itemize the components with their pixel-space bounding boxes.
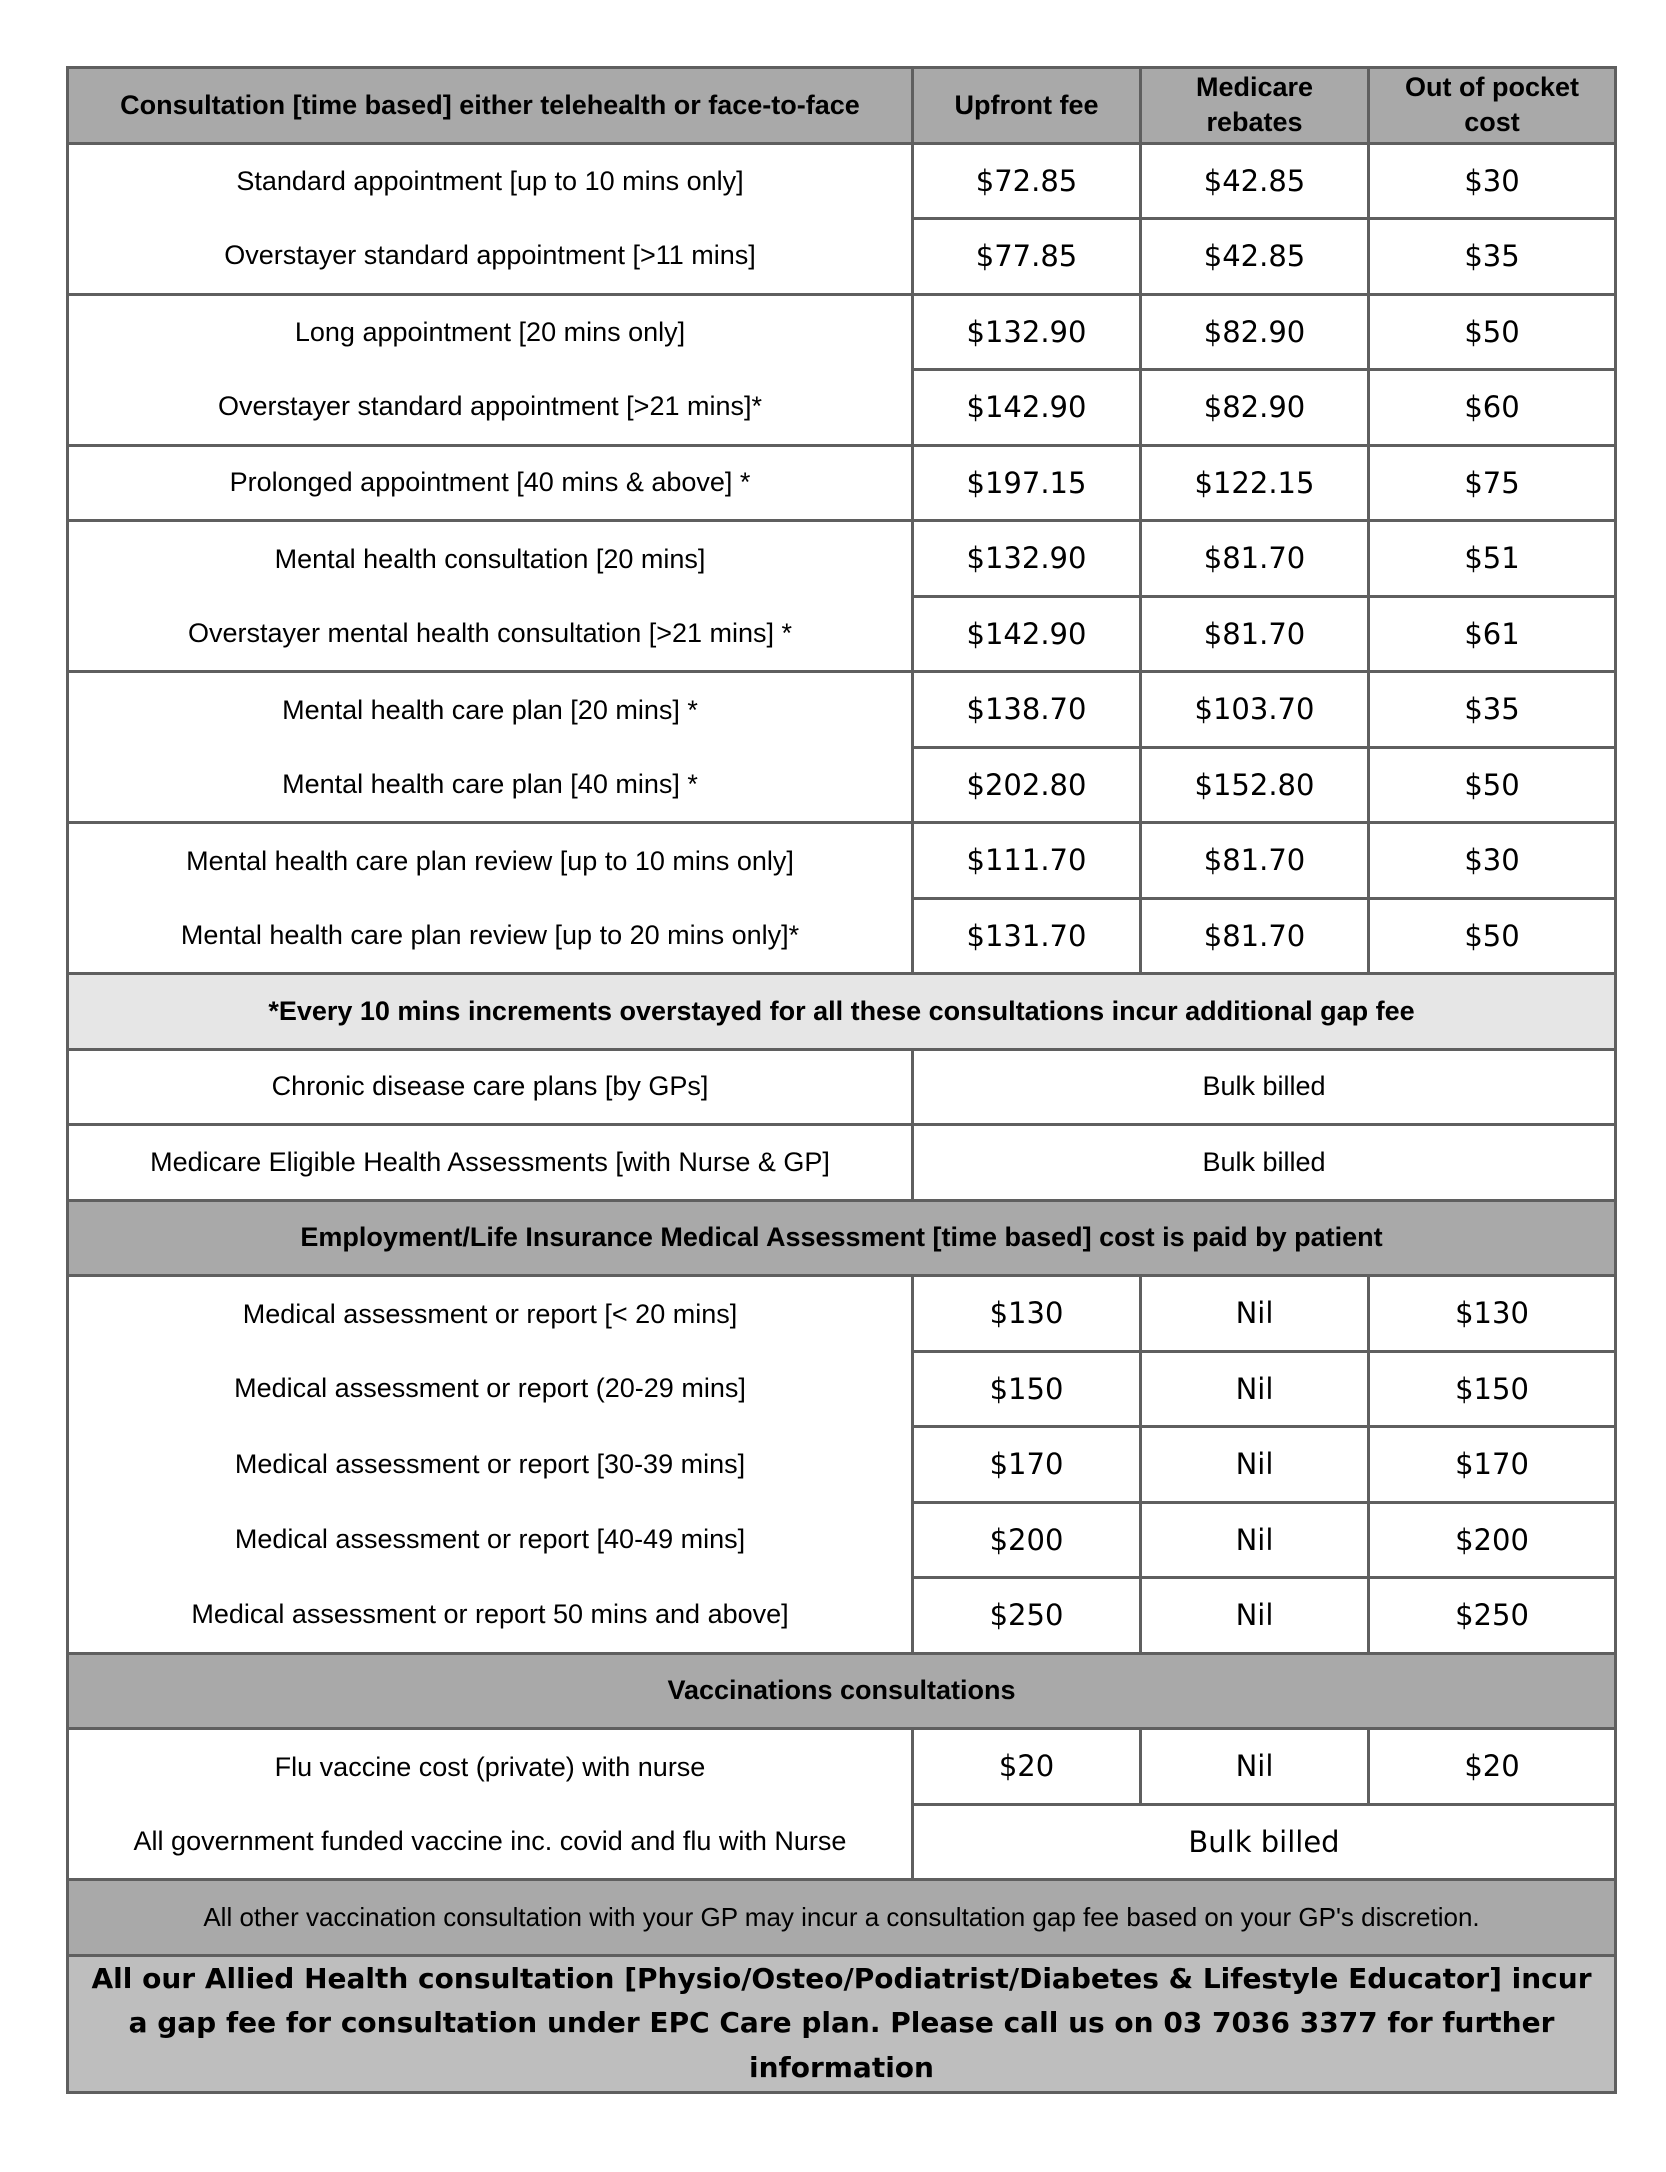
- consultation-name: Mental health care plan review [up to 20 mins only]*: [68, 898, 913, 974]
- consultation-name: Prolonged appointment [40 mins & above] *: [68, 445, 913, 521]
- table-row: [68, 445, 1616, 521]
- upfront-fee: $111.70: [913, 823, 1141, 899]
- upfront-fee: $200: [913, 1502, 1141, 1578]
- table-row: [68, 1427, 1616, 1503]
- employment-section-header: Employment/Life Insurance Medical Assessment [time based] cost is paid by patient: [68, 1200, 1616, 1276]
- upfront-fee: $250: [913, 1578, 1141, 1654]
- upfront-fee: $72.85: [913, 143, 1141, 219]
- assessment-name: Medical assessment or report [40-49 mins]: [68, 1502, 913, 1578]
- medicare-rebate: $42.85: [1141, 219, 1369, 295]
- out-of-pocket: $35: [1369, 672, 1616, 748]
- medicare-rebate: $81.70: [1141, 521, 1369, 597]
- out-of-pocket: $30: [1369, 823, 1616, 899]
- allied-health-row: [68, 1955, 1616, 2092]
- consultation-name: Mental health consultation [20 mins]: [68, 521, 913, 597]
- consultation-name: Overstayer mental health consultation [>21 mins] *: [68, 596, 913, 672]
- assessment-name: Medical assessment or report 50 mins and above]: [68, 1578, 913, 1654]
- medicare-rebate: $81.70: [1141, 823, 1369, 899]
- header-description: Consultation [time based] either telehealth or face-to-face: [68, 68, 913, 144]
- fee-schedule-table: [66, 66, 1617, 2094]
- table-row: [68, 294, 1616, 370]
- upfront-fee: $130: [913, 1276, 1141, 1352]
- upfront-fee: $77.85: [913, 219, 1141, 295]
- header-upfront-fee: Upfront fee: [913, 68, 1141, 144]
- out-of-pocket: $20: [1369, 1729, 1616, 1805]
- table-row: [68, 143, 1616, 219]
- table-row: [68, 1502, 1616, 1578]
- consultation-name: Mental health care plan review [up to 10 mins only]: [68, 823, 913, 899]
- overstay-note-row: [68, 974, 1616, 1050]
- consultation-name: Standard appointment [up to 10 mins only]: [68, 143, 913, 219]
- employment-section-row: [68, 1200, 1616, 1276]
- assessment-name: Medical assessment or report [< 20 mins]: [68, 1276, 913, 1352]
- out-of-pocket: $250: [1369, 1578, 1616, 1654]
- upfront-fee: $150: [913, 1351, 1141, 1427]
- vaccination-name: All government funded vaccine inc. covid and flu with Nurse: [68, 1804, 913, 1880]
- medicare-rebate: $81.70: [1141, 596, 1369, 672]
- table-row: [68, 1351, 1616, 1427]
- upfront-fee: $142.90: [913, 596, 1141, 672]
- upfront-fee: $197.15: [913, 445, 1141, 521]
- out-of-pocket: $50: [1369, 294, 1616, 370]
- medicare-rebate: $122.15: [1141, 445, 1369, 521]
- out-of-pocket: $130: [1369, 1276, 1616, 1352]
- vaccinations-section-row: [68, 1653, 1616, 1729]
- table-row: [68, 823, 1616, 899]
- consultation-name: Mental health care plan [40 mins] *: [68, 747, 913, 823]
- other-vaccination-row: [68, 1880, 1616, 1956]
- medicare-rebate: $82.90: [1141, 294, 1369, 370]
- medicare-rebate: Nil: [1141, 1578, 1369, 1654]
- table-row: [68, 672, 1616, 748]
- consultation-name: Overstayer standard appointment [>21 mins]*: [68, 370, 913, 446]
- other-vaccination-note: All other vaccination consultation with your GP may incur a consultation gap fee based on your GP's discretion.: [68, 1880, 1616, 1956]
- table-row: [68, 1049, 1616, 1125]
- table-row: [68, 1729, 1616, 1805]
- table-row: [68, 898, 1616, 974]
- out-of-pocket: $200: [1369, 1502, 1616, 1578]
- out-of-pocket: $50: [1369, 747, 1616, 823]
- header-medicare-rebates: Medicare rebates: [1141, 68, 1369, 144]
- table-header-row: [68, 68, 1616, 144]
- bulk-billed-status: Bulk billed: [913, 1049, 1616, 1125]
- out-of-pocket: $30: [1369, 143, 1616, 219]
- bulk-billed-status: Bulk billed: [913, 1125, 1616, 1201]
- assessment-name: Medical assessment or report (20-29 mins]: [68, 1351, 913, 1427]
- table-row: [68, 521, 1616, 597]
- assessment-name: Medical assessment or report [30-39 mins]: [68, 1427, 913, 1503]
- out-of-pocket: $170: [1369, 1427, 1616, 1503]
- out-of-pocket: $60: [1369, 370, 1616, 446]
- medicare-rebate: Nil: [1141, 1276, 1369, 1352]
- table-row: [68, 219, 1616, 295]
- table-row: [68, 370, 1616, 446]
- out-of-pocket: $150: [1369, 1351, 1616, 1427]
- out-of-pocket: $75: [1369, 445, 1616, 521]
- upfront-fee: $202.80: [913, 747, 1141, 823]
- out-of-pocket: $50: [1369, 898, 1616, 974]
- upfront-fee: $20: [913, 1729, 1141, 1805]
- table-row: [68, 747, 1616, 823]
- overstay-note: *Every 10 mins increments overstayed for all these consultations incur additional gap fee: [68, 974, 1616, 1050]
- bulk-billed-item-name: Medicare Eligible Health Assessments [with Nurse & GP]: [68, 1125, 913, 1201]
- upfront-fee: $132.90: [913, 294, 1141, 370]
- upfront-fee: $132.90: [913, 521, 1141, 597]
- upfront-fee: $131.70: [913, 898, 1141, 974]
- medicare-rebate: Nil: [1141, 1427, 1369, 1503]
- allied-health-note: All our Allied Health consultation [Physio/Osteo/Podiatrist/Diabetes & Lifestyle Educator] incur a gap fee for consultation under EPC Care plan. Please call us on 03 7036 3377 for further information: [68, 1955, 1616, 2092]
- upfront-fee: $142.90: [913, 370, 1141, 446]
- table-row: [68, 1578, 1616, 1654]
- upfront-fee: $170: [913, 1427, 1141, 1503]
- out-of-pocket: $61: [1369, 596, 1616, 672]
- medicare-rebate: Nil: [1141, 1502, 1369, 1578]
- table-row: [68, 596, 1616, 672]
- bulk-billed-item-name: Chronic disease care plans [by GPs]: [68, 1049, 913, 1125]
- consultation-name: Mental health care plan [20 mins] *: [68, 672, 913, 748]
- consultation-name: Overstayer standard appointment [>11 mins]: [68, 219, 913, 295]
- vaccination-name: Flu vaccine cost (private) with nurse: [68, 1729, 913, 1805]
- medicare-rebate: $103.70: [1141, 672, 1369, 748]
- medicare-rebate: $82.90: [1141, 370, 1369, 446]
- out-of-pocket: $35: [1369, 219, 1616, 295]
- upfront-fee: $138.70: [913, 672, 1141, 748]
- medicare-rebate: $42.85: [1141, 143, 1369, 219]
- medicare-rebate: Nil: [1141, 1351, 1369, 1427]
- table-row: [68, 1125, 1616, 1201]
- out-of-pocket: $51: [1369, 521, 1616, 597]
- header-out-of-pocket: Out of pocket cost: [1369, 68, 1616, 144]
- table-row: [68, 1276, 1616, 1352]
- table-row: [68, 1804, 1616, 1880]
- consultation-name: Long appointment [20 mins only]: [68, 294, 913, 370]
- bulk-billed-status: Bulk billed: [913, 1804, 1616, 1880]
- vaccinations-section-header: Vaccinations consultations: [68, 1653, 1616, 1729]
- medicare-rebate: $81.70: [1141, 898, 1369, 974]
- medicare-rebate: $152.80: [1141, 747, 1369, 823]
- medicare-rebate: Nil: [1141, 1729, 1369, 1805]
